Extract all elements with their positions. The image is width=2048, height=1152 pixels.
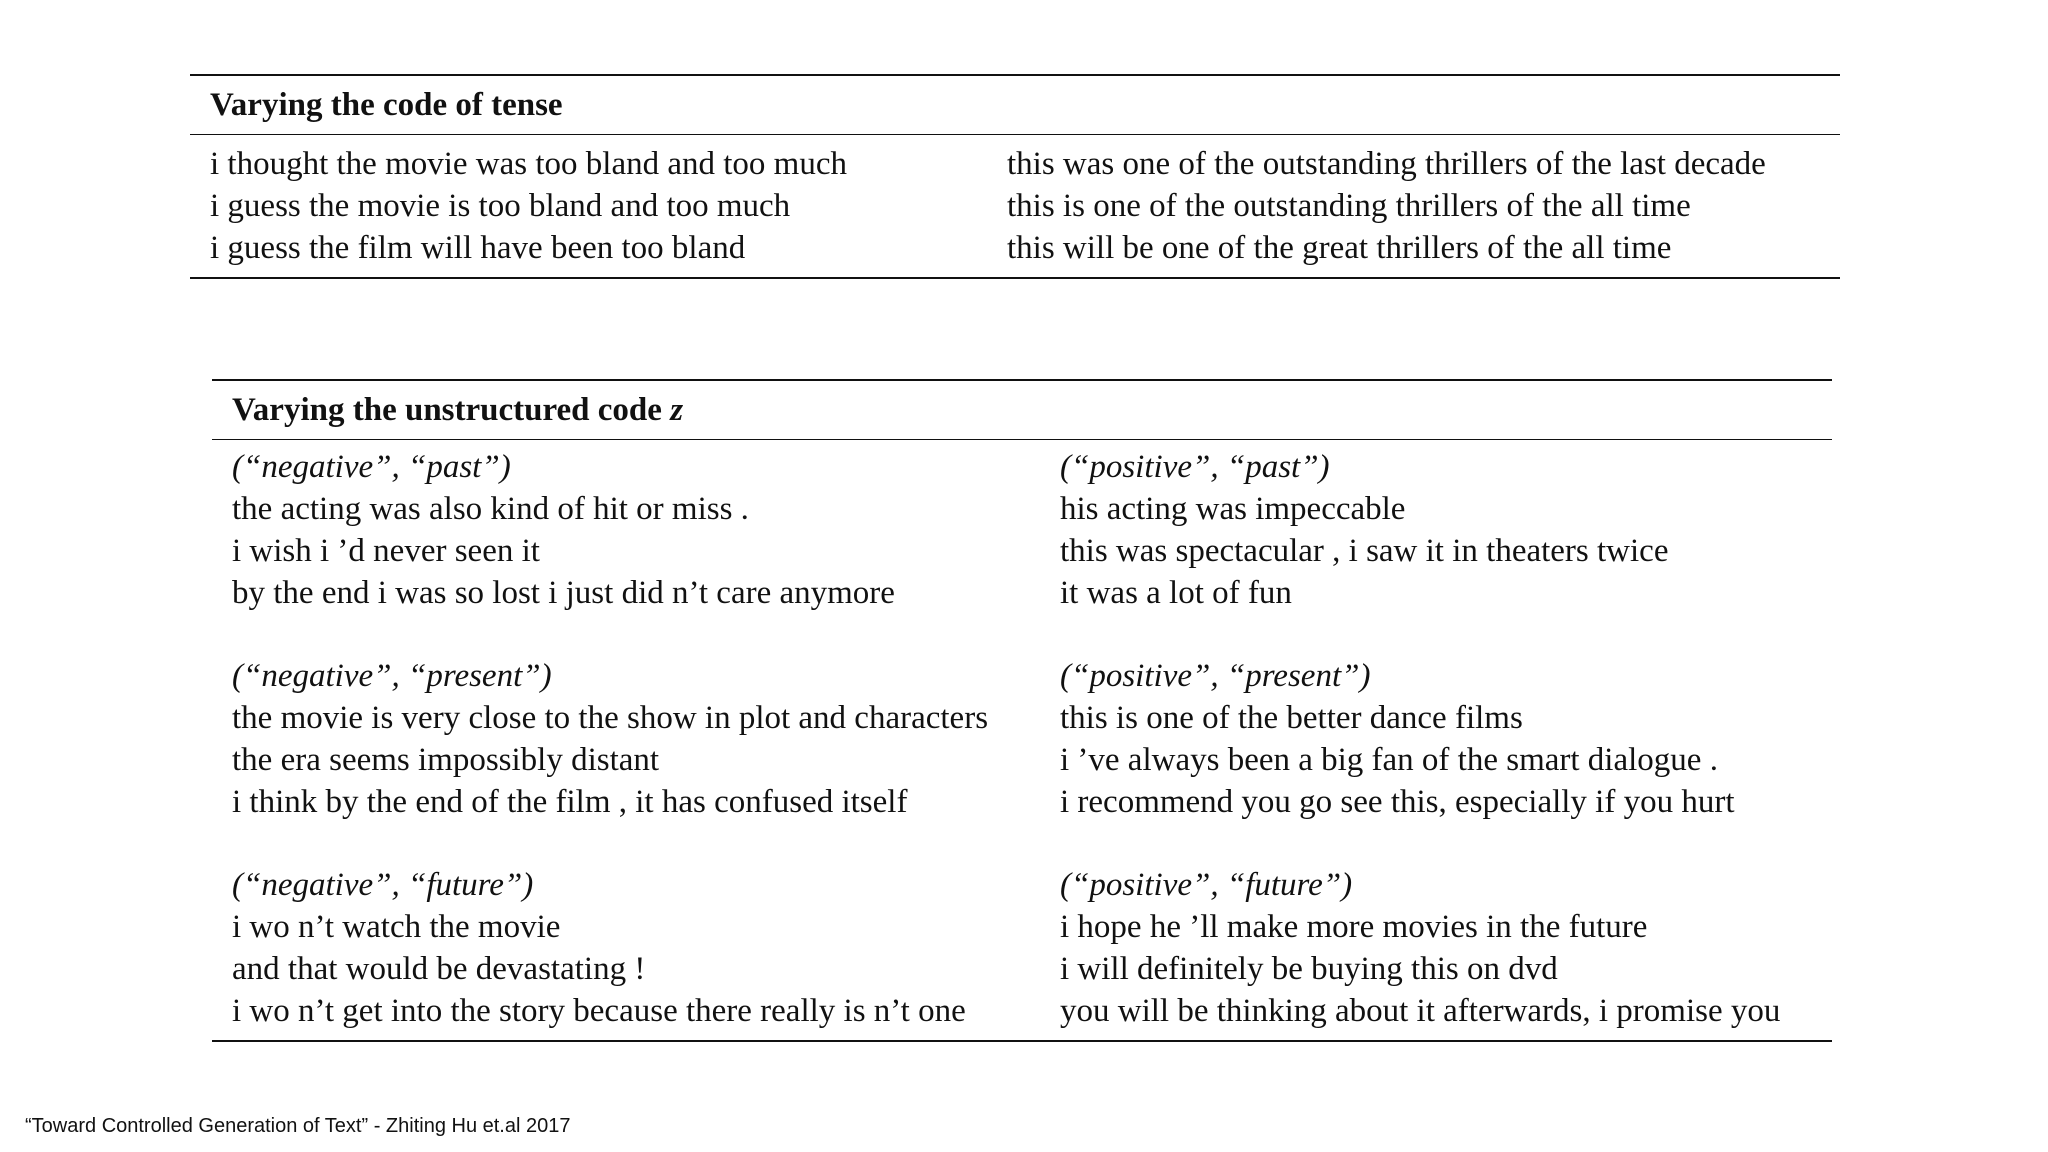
past-group — [232, 446, 1832, 614]
negative-present-column — [232, 655, 1060, 823]
sentence: this will be one of the great thrillers of the all time — [1007, 230, 1672, 266]
sentence: and that would be devastating ! — [232, 951, 646, 987]
table-bottom-rule — [212, 1040, 1832, 1042]
positive-past-column — [1060, 446, 1832, 614]
sentence: this was spectacular , i saw it in theaters twice — [1060, 533, 1669, 569]
group-label: (“negative”, “past”) — [232, 449, 511, 485]
table-title-text: Varying the unstructured code — [232, 392, 671, 428]
table-title: Varying the code of tense — [210, 87, 563, 123]
sentence: it was a lot of fun — [1060, 575, 1292, 611]
sentence: i wo n’t watch the movie — [232, 909, 561, 945]
group-label: (“negative”, “present”) — [232, 658, 552, 694]
table-body — [190, 135, 1840, 277]
sentence: i wish i ’d never seen it — [232, 533, 540, 569]
negative-past-column — [232, 446, 1060, 614]
sentence: his acting was impeccable — [1060, 491, 1406, 527]
group-label: (“negative”, “future”) — [232, 867, 534, 903]
sentence: the acting was also kind of hit or miss . — [232, 491, 749, 527]
sentence: this is one of the outstanding thrillers of the all time — [1007, 188, 1691, 224]
sentence: by the end i was so lost i just did n’t care anymore — [232, 575, 895, 611]
sentence: i thought the movie was too bland and too much — [210, 146, 847, 182]
sentence: i think by the end of the film , it has confused itself — [232, 784, 908, 820]
sentence: i recommend you go see this, especially if you hurt — [1060, 784, 1735, 820]
sentence: i wo n’t get into the story because there really is n’t one — [232, 993, 966, 1029]
unstructured-code-table — [212, 379, 1832, 1042]
sentence: this is one of the better dance films — [1060, 700, 1523, 736]
sentence: i ’ve always been a big fan of the smart dialogue . — [1060, 742, 1718, 778]
tense-table — [190, 74, 1840, 279]
negative-future-column — [232, 864, 1060, 1032]
positive-column — [1007, 143, 1840, 269]
sentence: i hope he ’ll make more movies in the future — [1060, 909, 1648, 945]
sentence: this was one of the outstanding thrillers of the last decade — [1007, 146, 1766, 182]
present-group — [232, 655, 1832, 823]
sentence: the era seems impossibly distant — [232, 742, 660, 778]
table-bottom-rule — [190, 277, 1840, 279]
sentence: i will definitely be buying this on dvd — [1060, 951, 1558, 987]
sentence: i guess the movie is too bland and too much — [210, 188, 791, 224]
table-title — [212, 381, 1832, 439]
positive-present-column — [1060, 655, 1832, 823]
future-group — [232, 864, 1832, 1032]
sentence: i guess the film will have been too bland — [210, 230, 746, 266]
group-label: (“positive”, “past”) — [1060, 449, 1330, 485]
negative-column — [210, 143, 1007, 269]
group-label: (“positive”, “present”) — [1060, 658, 1371, 694]
table-title-variable: z — [670, 392, 684, 428]
table-body — [212, 440, 1832, 1040]
sentence: you will be thinking about it afterwards, i promise you — [1060, 993, 1781, 1029]
positive-future-column — [1060, 864, 1832, 1032]
sentence: the movie is very close to the show in plot and characters — [232, 700, 989, 736]
citation-footer: “Toward Controlled Generation of Text” - Zhiting Hu et.al 2017 — [25, 1115, 571, 1137]
group-label: (“positive”, “future”) — [1060, 867, 1353, 903]
